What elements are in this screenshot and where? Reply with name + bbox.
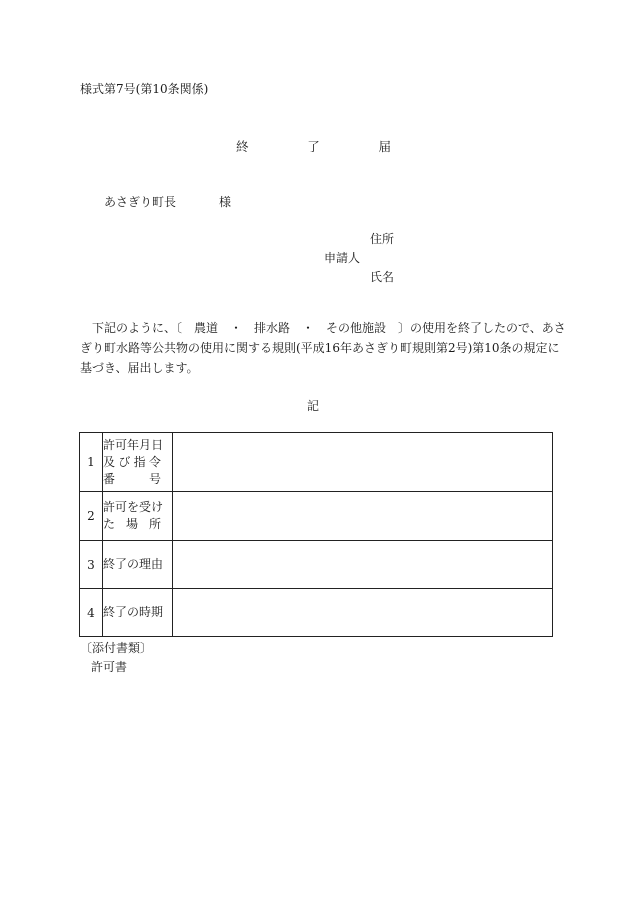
row-value[interactable] bbox=[173, 589, 553, 637]
title-char: 届 bbox=[378, 139, 391, 154]
body-line: ぎり町水路等公共物の使用に関する規則(平成16年あさぎり町規則第2号)第10条の規定に bbox=[80, 341, 560, 355]
row-number: 1 bbox=[80, 433, 103, 492]
label-char: 所 bbox=[148, 517, 161, 531]
label-line bbox=[103, 499, 164, 516]
body-line: 下記のように、〔 農道 ・ 排水路 ・ その他施設 〕の使用を終了したので、あさ bbox=[80, 321, 566, 335]
title-char: 了 bbox=[307, 139, 320, 154]
body-line: 基づき、届出します。 bbox=[80, 361, 199, 375]
label-line bbox=[103, 437, 164, 454]
ki-heading: 記 bbox=[307, 399, 320, 413]
label-char: 年 bbox=[127, 437, 140, 452]
address-label: 住所 bbox=[370, 232, 395, 246]
row-value[interactable] bbox=[173, 492, 553, 541]
label-char: け bbox=[151, 500, 164, 514]
label-line bbox=[103, 516, 161, 533]
document-title bbox=[236, 137, 391, 155]
attachments-heading: 〔添付書類〕 bbox=[80, 641, 153, 655]
label-char: 場 bbox=[125, 517, 138, 531]
row-label bbox=[103, 492, 173, 541]
row-value[interactable] bbox=[173, 433, 553, 492]
title-char: 終 bbox=[236, 139, 249, 154]
row-label bbox=[103, 589, 173, 637]
name-label: 氏名 bbox=[370, 270, 395, 284]
table-row bbox=[80, 589, 553, 637]
row-value[interactable] bbox=[173, 541, 553, 589]
label-char: 号 bbox=[148, 471, 161, 486]
label-line bbox=[103, 454, 161, 471]
label-line bbox=[103, 471, 161, 488]
table-row bbox=[80, 492, 553, 541]
label-char: 可 bbox=[115, 437, 128, 452]
addressee: あさぎり町長 bbox=[104, 195, 177, 209]
label-char: 及 bbox=[103, 454, 116, 469]
form-number: 様式第7号(第10条関係) bbox=[80, 82, 209, 96]
label-char: び bbox=[118, 454, 131, 469]
row-number: 2 bbox=[80, 492, 103, 541]
table-row bbox=[80, 541, 553, 589]
row-number: 3 bbox=[80, 541, 103, 589]
label-char: 番 bbox=[103, 471, 116, 486]
items-table bbox=[79, 432, 553, 637]
label-char: た bbox=[103, 517, 116, 531]
addressee-honorific: 様 bbox=[219, 195, 232, 209]
table-row bbox=[80, 433, 553, 492]
label-char: 令 bbox=[148, 454, 161, 469]
attachment-item: 許可書 bbox=[91, 660, 128, 674]
body-paragraph bbox=[80, 318, 566, 378]
row-number: 4 bbox=[80, 589, 103, 637]
label-char: 許 bbox=[103, 437, 116, 452]
label-char: 可 bbox=[115, 500, 128, 514]
label-char: 受 bbox=[139, 500, 152, 514]
label-line: 終了の時期 bbox=[103, 605, 164, 619]
applicant-label: 申請人 bbox=[324, 251, 361, 265]
row-label bbox=[103, 541, 173, 589]
label-char: を bbox=[127, 500, 140, 514]
label-char: 指 bbox=[133, 454, 146, 469]
row-label bbox=[103, 433, 173, 492]
label-line: 終了の理由 bbox=[103, 557, 164, 571]
label-char: 許 bbox=[103, 500, 116, 514]
label-char: 月 bbox=[139, 437, 152, 452]
label-char: 日 bbox=[151, 437, 164, 452]
